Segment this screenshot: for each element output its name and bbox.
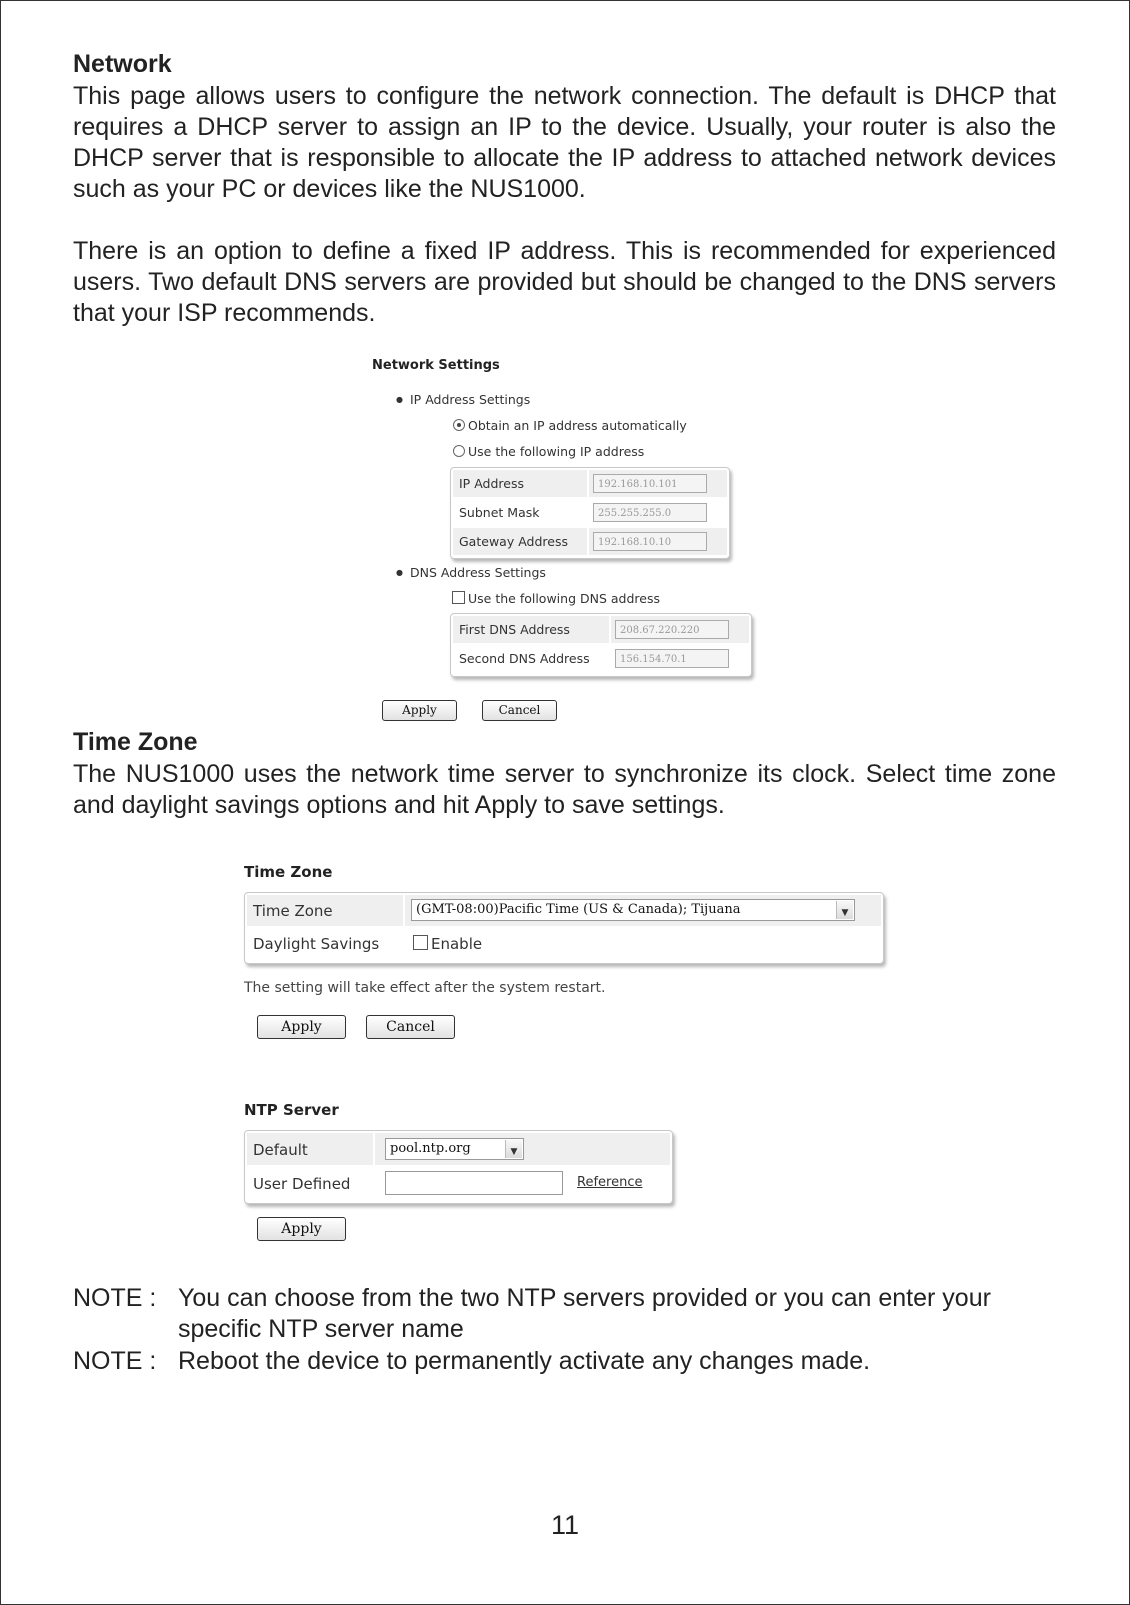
ip-address-settings-label: ● IP Address Settings — [410, 392, 530, 407]
timezone-select-value: (GMT-08:00)Pacific Time (US & Canada); Tijuana — [416, 902, 741, 917]
page-number: 11 — [550, 1510, 580, 1540]
note-2 — [73, 1346, 1058, 1377]
note-text: Reboot the device to permanently activate any changes made. — [178, 1347, 871, 1375]
table-row — [247, 1167, 670, 1199]
network-apply-button[interactable]: Apply — [382, 700, 457, 721]
ntp-user-defined-input[interactable] — [385, 1171, 563, 1195]
timezone-select[interactable] — [411, 899, 855, 921]
subnet-mask-label: Subnet Mask — [459, 505, 540, 520]
first-dns-field[interactable]: 208.67.220.220 — [615, 620, 729, 639]
daylight-enable-checkbox[interactable] — [413, 935, 428, 950]
radio-use-following-ip[interactable] — [453, 444, 644, 459]
chevron-down-icon[interactable] — [505, 1140, 522, 1158]
network-heading: Network — [73, 50, 172, 78]
radio-unselected-icon[interactable] — [453, 445, 465, 457]
network-cancel-button[interactable]: Cancel — [482, 700, 557, 721]
chevron-down-icon[interactable] — [836, 901, 853, 919]
dns-checkbox-label: Use the following DNS address — [468, 591, 660, 606]
radio-manual-label: Use the following IP address — [468, 444, 645, 459]
second-dns-label: Second DNS Address — [459, 651, 590, 666]
dns-settings-table — [450, 613, 752, 677]
ntp-server-select-value: pool.ntp.org — [390, 1141, 471, 1156]
reference-link[interactable]: Reference — [577, 1175, 643, 1190]
restart-note: The setting will take effect after the system restart. — [244, 980, 606, 996]
daylight-savings-label: Daylight Savings — [253, 935, 380, 953]
table-row — [453, 470, 727, 497]
table-row — [453, 499, 727, 526]
timezone-table — [244, 892, 884, 964]
radio-selected-icon[interactable] — [453, 419, 465, 431]
ntp-server-title: NTP Server — [244, 1101, 339, 1119]
dns-checkbox-row[interactable] — [452, 591, 660, 606]
table-row — [247, 928, 881, 959]
table-row — [247, 895, 881, 926]
gateway-address-label: Gateway Address — [459, 534, 568, 549]
table-row — [247, 1133, 670, 1165]
ntp-table — [244, 1130, 673, 1204]
subnet-mask-field[interactable]: 255.255.255.0 — [593, 503, 707, 522]
dns-checkbox[interactable] — [452, 591, 465, 604]
timezone-label: Time Zone — [253, 902, 333, 920]
timezone-cancel-button[interactable]: Cancel — [366, 1015, 455, 1039]
table-row — [453, 645, 749, 672]
note-text: You can choose from the two NTP servers provided or you can enter your specific NTP server name — [178, 1284, 991, 1343]
table-row — [453, 528, 727, 555]
timezone-ui-title: Time Zone — [244, 863, 333, 881]
table-row — [453, 616, 749, 643]
network-settings-title: Network Settings — [372, 358, 500, 373]
gateway-address-field[interactable]: 192.168.10.10 — [593, 532, 707, 551]
timezone-paragraph: The NUS1000 uses the network time server to synchronize its clock. Select time zone and daylight savings options and hit Apply to save settings. — [73, 760, 1056, 819]
timezone-apply-button[interactable]: Apply — [257, 1015, 346, 1039]
ntp-default-label: Default — [253, 1141, 308, 1159]
ntp-apply-button[interactable]: Apply — [257, 1217, 346, 1241]
note-label: NOTE : — [73, 1284, 157, 1312]
second-dns-field[interactable]: 156.154.70.1 — [615, 649, 729, 668]
daylight-enable-label: Enable — [431, 935, 483, 953]
network-paragraph-1: This page allows users to configure the network connection. The default is DHCP that requires a DHCP server to assign an IP to the device. Usually, your router is also the DHCP server that is responsible to allocate the IP address to attached network devices such as your PC or devices like the NUS1000. — [73, 82, 1056, 203]
ip-address-label: IP Address — [459, 476, 524, 491]
timezone-heading: Time Zone — [73, 728, 198, 756]
network-paragraph-2: There is an option to define a fixed IP address. This is recommended for experienced users. Two default DNS servers are provided but should be changed to the DNS servers that your ISP recommends. — [73, 237, 1056, 327]
daylight-enable-row[interactable] — [413, 935, 482, 953]
dns-address-settings-label: ● DNS Address Settings — [410, 565, 546, 580]
ip-address-field[interactable]: 192.168.10.101 — [593, 474, 707, 493]
note-1 — [73, 1283, 1058, 1345]
radio-obtain-automatically[interactable] — [453, 418, 687, 433]
first-dns-label: First DNS Address — [459, 622, 570, 637]
radio-auto-label: Obtain an IP address automatically — [468, 418, 687, 433]
ntp-user-defined-label: User Defined — [253, 1175, 351, 1193]
note-label: NOTE : — [73, 1347, 157, 1375]
ip-settings-table — [450, 467, 730, 559]
ntp-server-select[interactable] — [385, 1138, 524, 1160]
